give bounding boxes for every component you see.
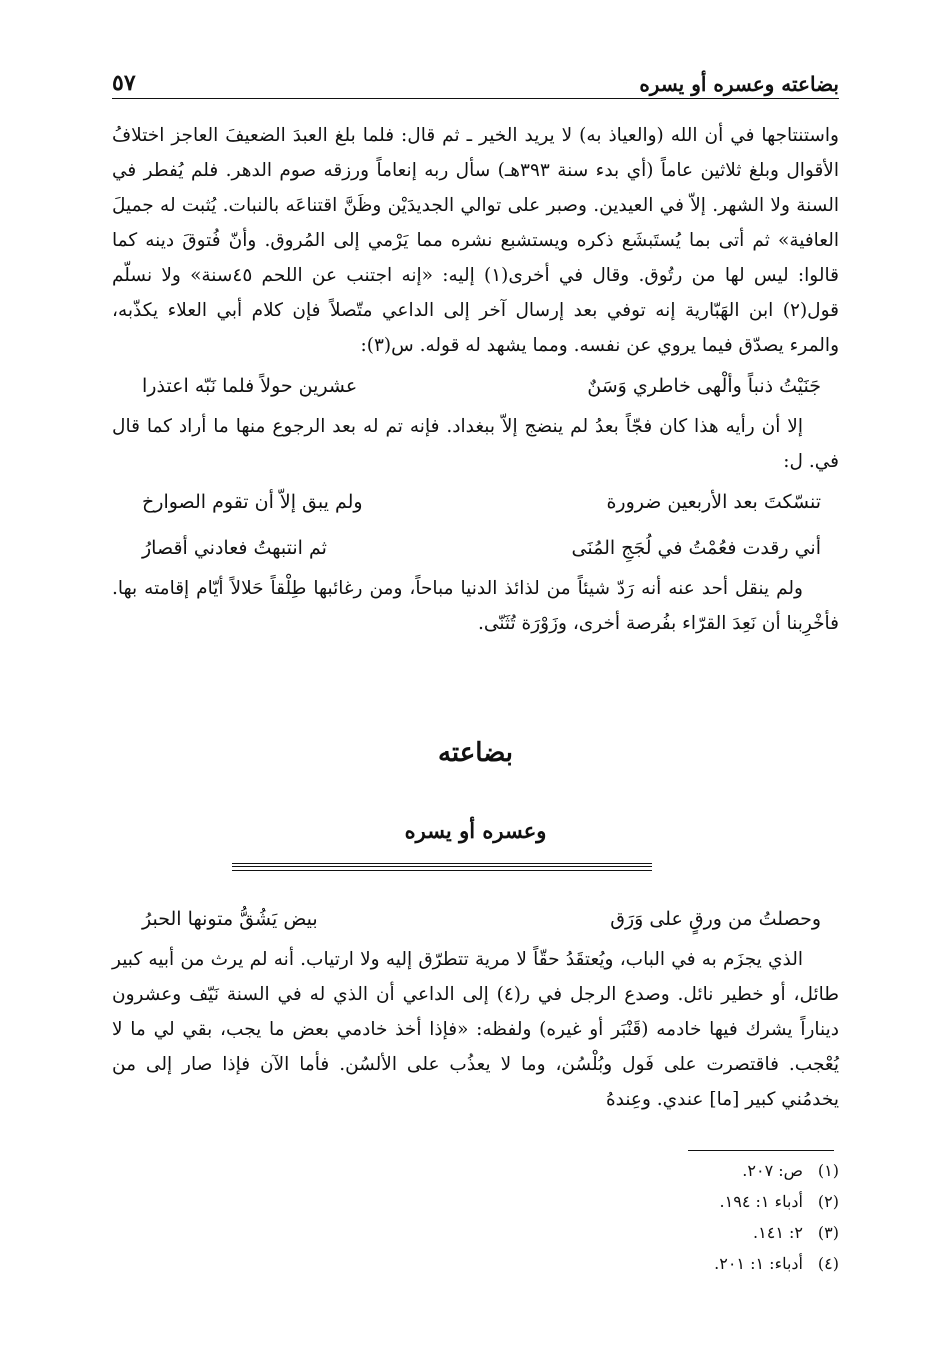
footnote-number: (٤) [817,1254,839,1273]
verse-4-second-hemistich: بيض يَشُقُّ متونها الحبرُ [142,908,318,930]
running-title: بضاعته وعسره أو يسره [639,72,839,96]
verse-2-second-hemistich: ولم يبق إلاّ أن تقوم الصوارخ [142,491,363,513]
paragraph-1: واستنتاجها في أن الله (والعياذ به) لا يريد الخير ـ ثم قال: فلما بلغ العبدَ الضعيفَ العاجز اختلافُ الأقوال وبلغ ثلاثين عاماً (أي بدء سنة ٣٩٣هـ) سأل ربه إنعاماً ورزقه صوم الدهر. فلم يُفطر في السنة ولا الشهر. إلاّ في العيدين. وصبر على توالي الجديدَيْن وظَنَّ اقتناعَه بالنبات. يُثبت له جميلَ العافية» ثم أتى بما يُستَبشَع ذكره ويستشبع نشره مما يَرْمي إلى المُروق. وأنّ فُتوقَ دينه كما قالوا: ليس لها من رتُوق. وقال في أخرى(١) إليه: «إنه اجتنب عن اللحم ٤٥سنة» ولا نسلّم قول(٢) ابن الهَبّارية إنه توفي بعد إرسال آخر إلى الداعي متّصلاً فإن كلام أبي العلاء يكذّبه، والمرء يصدّق فيما يروي عن نفسه. ومما يشهد له قوله. س(٣): [112,125,839,356]
footnote-text: أدباء: ١: ٢٠١. [714,1254,803,1273]
section-heading: بضاعته [437,738,513,768]
footnote-text: ص: ٢٠٧. [742,1161,803,1180]
verse-1 [112,363,839,409]
verse-2 [112,479,839,525]
page-number: ٥٧ [112,70,136,96]
footnote-item [579,1155,839,1186]
verse-4-first-hemistich: وحصلتُ من ورقٍ على وَرَق [610,908,821,930]
section-subheading: وعسره أو يسره [404,818,547,843]
verse-3 [112,525,839,571]
verse-3-first-hemistich: أني رقدت فعُمْتُ في لُجَجِ المُنَى [571,537,821,559]
heading-divider [232,863,652,871]
footnote-number: (٢) [817,1192,839,1211]
header-divider [112,98,839,99]
verse-4 [112,896,839,942]
footnote-item [579,1248,839,1279]
section-2-text [112,896,839,1117]
verse-1-second-hemistich: عشرين حولاً فلما نَبّه اعتذرا [142,375,358,397]
verse-3-second-hemistich: ثم انتبهتُ فعادني أقصارُ [142,537,327,559]
footnotes [579,1155,839,1279]
verse-1-first-hemistich: جَنَيْتُ ذنباً وألْهى خاطري وَسَنٌ [587,375,821,397]
paragraph-2: إلا أن رأيه هذا كان فجّاً بعدُ لم ينضج إلاّ ببغداد. فإنه تم له بعد الرجوع منها ما أراد كما قال في. ل: [112,416,839,472]
footnote-number: (١) [817,1161,839,1180]
footnote-number: (٣) [817,1223,839,1242]
footnote-text: أدباء ١: ١٩٤. [719,1192,803,1211]
footnote-text: ٢: ١٤١. [753,1223,803,1242]
verse-2-first-hemistich: تنسّكتَ بعد الأربعين ضرورة [606,491,821,513]
footnote-divider [688,1150,834,1151]
footnote-item [579,1217,839,1248]
paragraph-3: ولم ينقل أحد عنه أنه رَدّ شيئاً من لذائذ الدنيا مباحاً، ومن رغائبها طِلْقاً حَلالاً أيّام إقامته بها. فأخْرِبنا أن نَعِدَ القرّاء بفُرصة أخرى، وزَوْرَة تُثَنّى. [112,578,839,634]
footnote-item [579,1186,839,1217]
running-header [112,60,839,96]
section-1-text [112,118,839,641]
paragraph-4: الذي يجزَم به في الباب، ويُعتقَدُ حقّاً لا مرية تتطرّق إليه ولا ارتياب. أنه لم يرث من أبيه كبير طائل، أو خطير نائل. وصدع الرجل في ر(٤) إلى الداعي أن الذي له في السنة نَيّف وعشرون ديناراً يشرك فيها خادمه (قَنْبَر أو غيره) ولفظه: «فإذا أخذ خادمي بعض ما يجب، بقي لي ما لا يُعْجب. فاقتصرت على فَول وبُلْسُن، وما لا يعذُب على الألسُن. فأما الآن فإذا صار إلى من يخدمُني كبير [ما] عندي. وعِندهُ [112,949,839,1110]
